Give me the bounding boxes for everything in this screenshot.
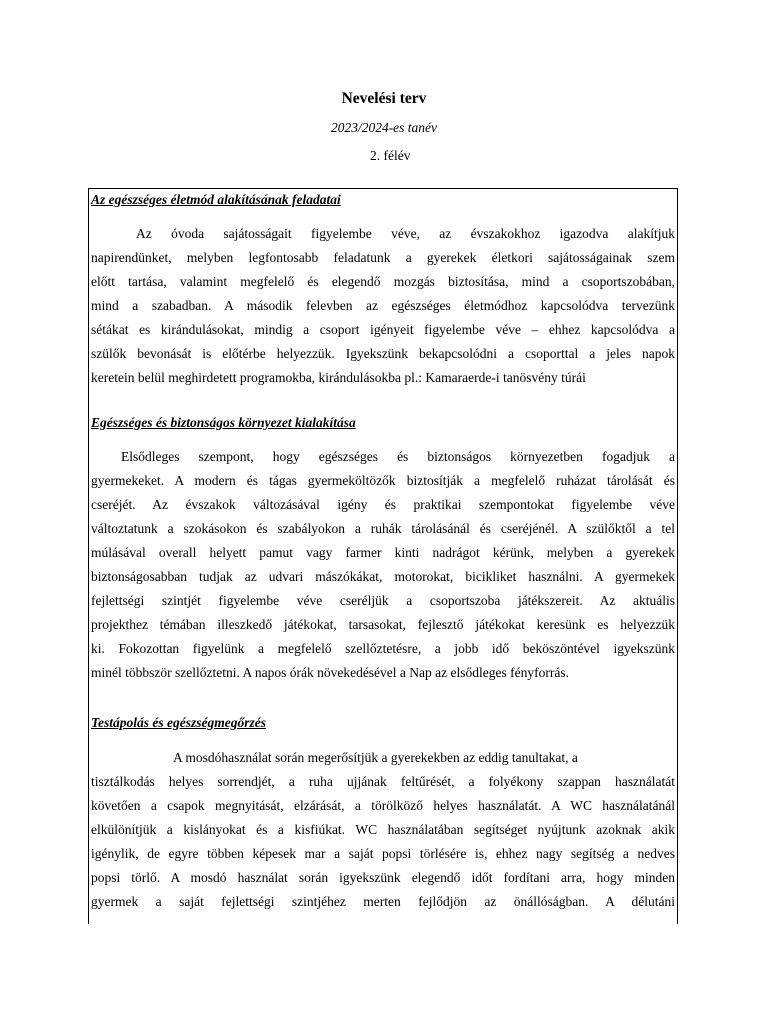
paragraph-line: keretein belül meghirdetett programokba, kirándulásokba pl.: Kamaraerde-i tanösvény túrái xyxy=(91,370,586,385)
section-heading: Testápolás és egészségmegőrzés xyxy=(91,715,266,730)
paragraph-line: fejlettségi szintjét figyelembe véve cseréljük a csoportszoba játékszereit. Az aktuális xyxy=(91,593,675,608)
section-paragraph xyxy=(91,222,675,390)
paragraph-line: változtatunk a szokásokon és szabályokon a ruhák tárolásánál és cseréjénél. A szülőktől a tel xyxy=(91,521,675,536)
paragraph-line: biztonságosabban tudjak az udvari mászókákat, motorokat, bicikliket használni. A gyermekek xyxy=(91,569,675,584)
paragraph-line: igénylik, de egyre többen képesek mar a saját popsi törlésére is, ehhez nagy segítség a nedves xyxy=(91,846,675,861)
paragraph-line: cseréjét. Az évszakok változásával igény és praktikai szempontokat figyelembe véve xyxy=(91,497,675,512)
paragraph-line: gyermek a saját fejlettségi szintjéhez merten fejlődjön az önállóságban. A délutáni xyxy=(91,894,675,909)
paragraph-line: popsi törlő. A mosdó használat során igyekszünk elegendő időt fordítani arra, hogy minden xyxy=(91,870,675,885)
paragraph-line: előtt tartása, valamint megfelelő és elegendő mozgás biztosítása, mind a csoportszobában, xyxy=(91,274,675,289)
section-heading: Az egészséges életmód alakításának feladatai xyxy=(91,192,341,207)
paragraph-line: szülők bevonását is előtérbe helyezzük. Igyekszünk bekapcsolódni a csoporttal a jeles napok xyxy=(91,346,675,361)
paragraph-line: projekthez témában illeszkedő játékokat, tarsasokat, fejlesztő játékokat keresünk es helyezzük xyxy=(91,617,675,632)
paragraph-line: A mosdóhasználat során megerősítjük a gyerekekben az eddig tanultakat, a xyxy=(173,750,578,765)
paragraph-line: követően a csapok megnyitását, elzárását, a törölköző helyes használatát. A WC használatánál xyxy=(91,798,675,813)
paragraph-line: gyermekeket. A modern és tágas gyermeköltözők biztosítják a megfelelő ruházat tárolását és xyxy=(91,473,675,488)
document-subtitle: 2023/2024-es tanév xyxy=(330,120,438,135)
paragraph-line: elkülönítjük a kislányokat és a kisfiúkat. WC használatában segítséget nyújtunk azoknak akik xyxy=(91,822,675,837)
paragraph-line: Az óvoda sajátosságait figyelembe véve, az évszakokhoz igazodva alakítjuk xyxy=(136,226,675,241)
paragraph-line: ki. Fokozottan figyelünk a megfelelő szellőztetésre, a jobb idő beköszöntével igyekszünk xyxy=(91,641,675,656)
section-heading: Egészséges és biztonságos környezet kialakítása xyxy=(91,415,356,430)
content-frame xyxy=(88,188,678,924)
section-paragraph xyxy=(91,445,675,685)
semester-label: 2. félév xyxy=(370,148,411,163)
document-title: Nevelési terv xyxy=(341,90,427,107)
paragraph-line: napirendünket, melyben legfontosabb feladatunk a gyerekek életkori sajátosságainak szem xyxy=(91,250,675,265)
paragraph-line: minél többször szellőztetni. A napos órák növekedésével a Nap az elsődleges fényforrás. xyxy=(91,665,569,680)
section-paragraph xyxy=(91,746,675,914)
paragraph-line: múlásával overall helyett pamut vagy farmer kinti nadrágot kérünk, melyben a gyerekek xyxy=(91,545,675,560)
paragraph-line: mind a szabadban. A második felevben az egészséges életmódhoz kapcsolódva tervezünk xyxy=(91,298,675,313)
paragraph-line: Elsődleges szempont, hogy egészséges és biztonságos környezetben fogadjuk a xyxy=(121,449,675,464)
paragraph-line: sétákat es kirándulásokat, mindig a csoport igényeit figyelembe véve – ehhez kapcsolódva a xyxy=(91,322,675,337)
paragraph-line: tisztálkodás helyes sorrendjét, a ruha ujjának feltűrését, a folyékony szappan használatát xyxy=(91,774,675,789)
